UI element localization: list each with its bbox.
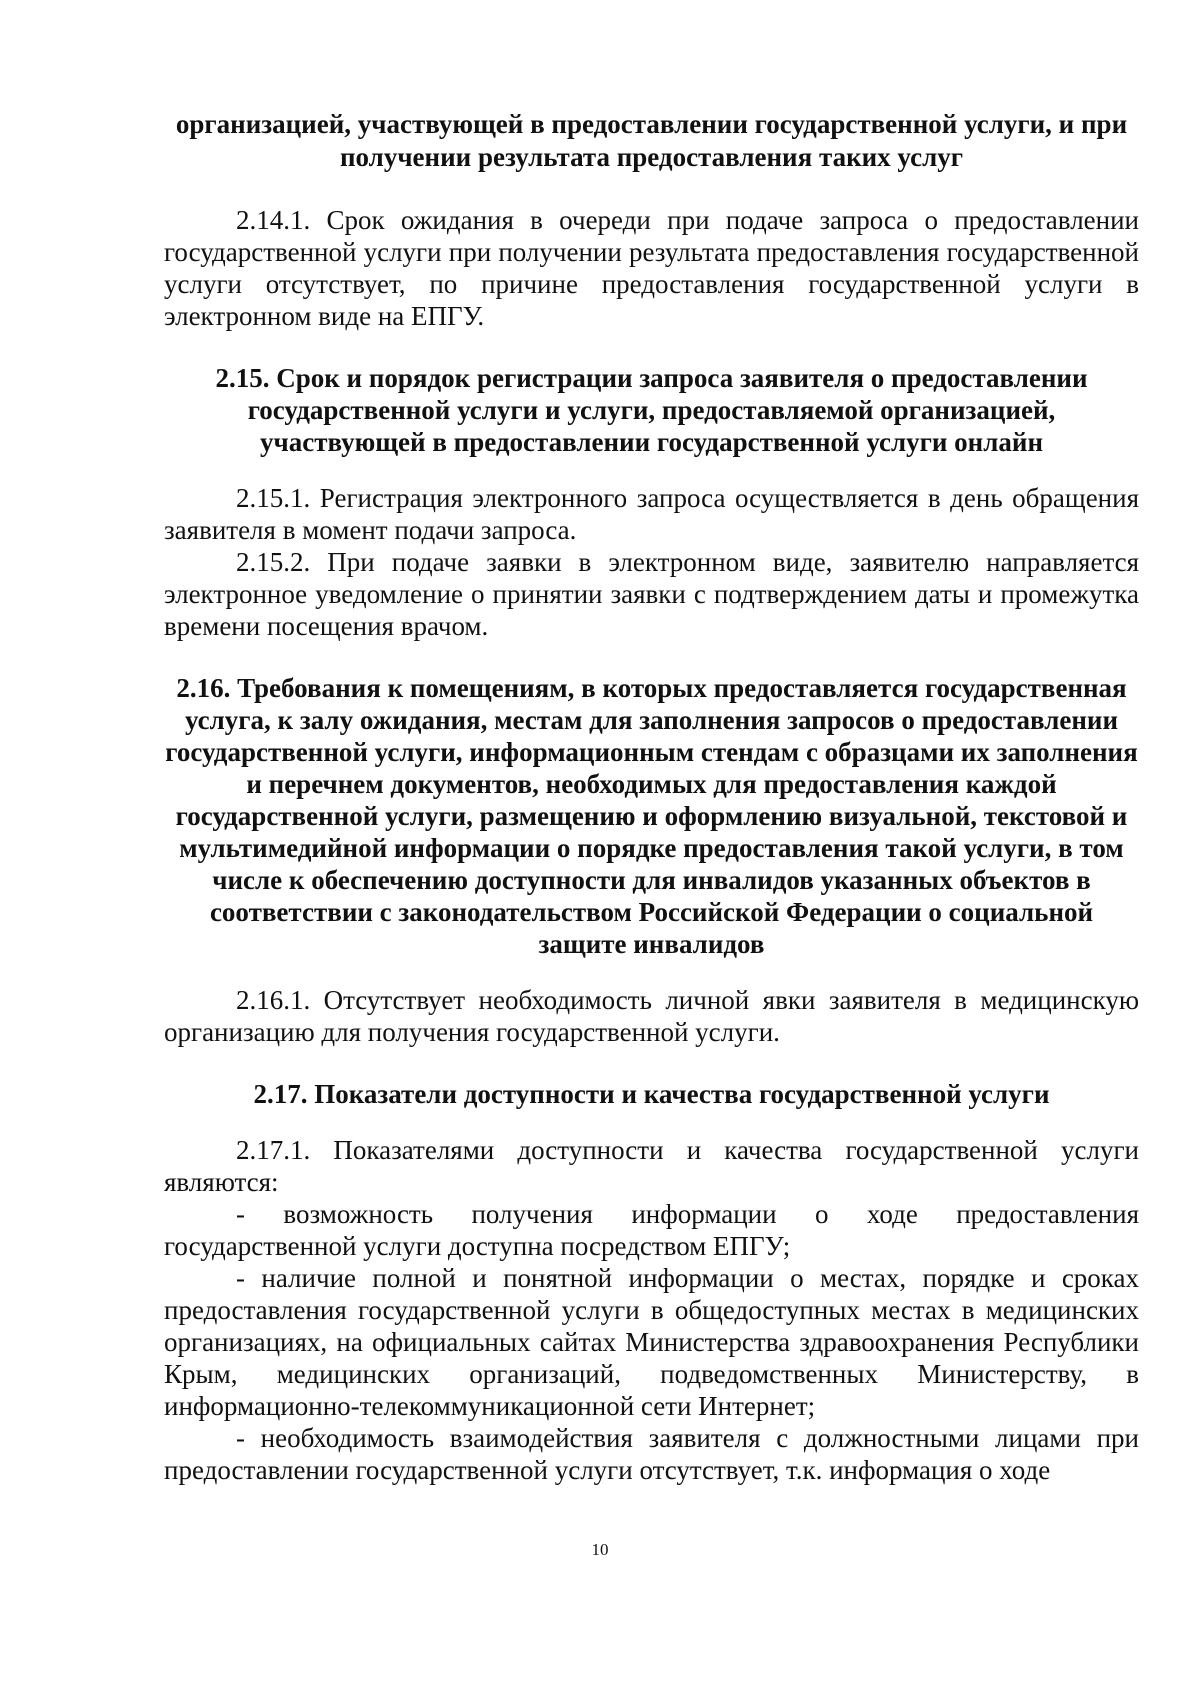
paragraph-2-14-1: 2.14.1. Срок ожидания в очереди при подаче запроса о предоставлении государственной услуги при получении результата предоставления государственной услуги отсутствует, по причине предоставления государственной услуги в электронном виде на ЕПГУ. — [164, 205, 1139, 331]
bullet-item-3: - необходимость взаимодействия заявителя с должностными лицами при предоставлении государственной услуги отсутствует, т.к. информация о ходе — [164, 1423, 1139, 1485]
paragraph-2-16-1: 2.16.1. Отсутствует необходимость личной явки заявителя в медицинскую организацию для получения государственной услуги. — [164, 985, 1139, 1047]
page-number: 10 — [591, 1540, 609, 1559]
section-heading-2-17: 2.17. Показатели доступности и качества государственной услуги — [253, 1079, 1050, 1109]
paragraph-2-17-1: 2.17.1. Показателями доступности и качества государственной услуги являются: — [164, 1135, 1139, 1197]
section-heading-2-16: 2.16. Требования к помещениям, в которых предоставляется государственная услуга, к залу ожидания, местам для заполнения запросов о предоставлении государственной услуги, информационным стендам с образцами их заполнения и перечнем документов, необходимых для предоставления каждой государственной услуги, размещению и оформлению визуальной, текстовой и мультимедийной информации о порядке предоставления такой услуги, в том числе к обеспечению доступности для инвалидов указанных объектов в соответствии с законодательством Российской Федерации о социальной защите инвалидов — [165, 673, 1138, 959]
bullet-item-1: - возможность получения информации о ходе предоставления государственной услуги доступна посредством ЕПГУ; — [164, 1199, 1139, 1261]
section-heading-2-15: 2.15. Срок и порядок регистрации запроса заявителя о предоставлении государственной услуги и услуги, предоставляемой организацией, участвующей в предоставлении государственной услуги онлайн — [215, 363, 1088, 457]
section-heading-continued: организацией, участвующей в предоставлении государственной услуги, и при получении результата предоставления таких услуг — [175, 109, 1128, 172]
bullet-item-2: - наличие полной и понятной информации о местах, порядке и сроках предоставления государственной услуги в общедоступных местах в медицинских организациях, на официальных сайтах Министерства здравоохранения Республики Крым, медицинских организаций, подведомственных Министерству, в информационно-телекоммуникационной сети Интернет; — [164, 1263, 1139, 1421]
document-body — [164, 108, 1139, 1486]
paragraph-2-15-1: 2.15.1. Регистрация электронного запроса осуществляется в день обращения заявителя в момент подачи запроса. — [164, 483, 1139, 545]
paragraph-2-15-2: 2.15.2. При подаче заявки в электронном виде, заявителю направляется электронное уведомление о принятии заявки с подтверждением даты и промежутка времени посещения врачом. — [164, 547, 1139, 641]
